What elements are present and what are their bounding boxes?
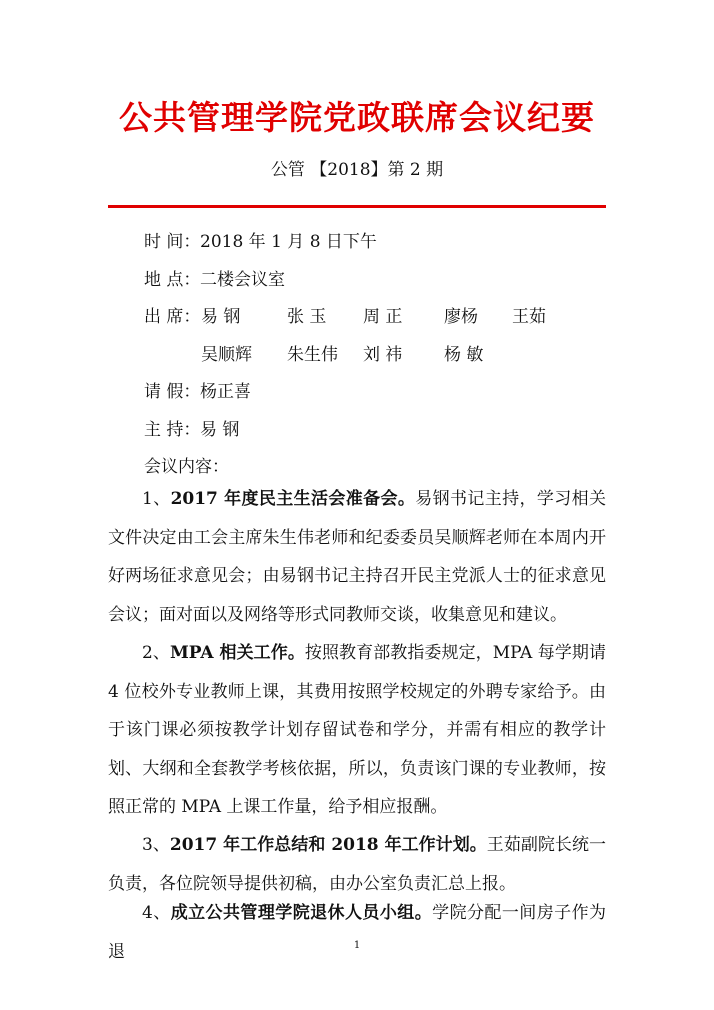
item-heading: 2017 年度民主生活会准备会。 xyxy=(170,489,416,509)
page-number: 1 xyxy=(353,940,361,951)
host-value: 易 钢 xyxy=(200,420,240,440)
document-title: 公共管理学院党政联席会议纪要 xyxy=(119,98,595,137)
agenda-item-4 xyxy=(108,894,606,971)
item-body: 王茹副院长统一负责，各位院领导提供初稿，由办公室负责汇总上报。 xyxy=(108,835,607,894)
attendees-line xyxy=(144,302,200,327)
item-heading: MPA 相关工作。 xyxy=(169,643,305,663)
agenda-item-2 xyxy=(108,634,606,827)
attendee: 朱生伟 xyxy=(287,345,338,365)
leave-value: 杨正喜 xyxy=(200,382,251,402)
time-value: 2018 年 1 月 8 日下午 xyxy=(200,232,377,252)
attendee: 杨 敏 xyxy=(444,345,484,365)
item-number: 2、 xyxy=(142,643,170,663)
item-body: 学院分配一间房子作为退 xyxy=(108,903,607,962)
attend-label: 出 席： xyxy=(144,307,201,327)
agenda-item-3 xyxy=(108,826,606,903)
leave-label: 请 假： xyxy=(144,382,201,402)
item-body: 按照教育部教指委规定，MPA 每学期请 4 位校外专业教师上课，其费用按照学校规定的外聘专家给予。由于该门课必须按教学计划存留试卷和学分，并需有相应的教学计划、大纲和全套教学考核依据，所以，负责该门课的专业教师，按照正常的 MPA 上课工作量，给予相应报酬。 xyxy=(108,643,606,817)
place-value: 二楼会议室 xyxy=(200,270,285,290)
item-heading: 2017 年工作总结和 2018 年工作计划。 xyxy=(169,835,487,855)
item-number: 3、 xyxy=(142,835,170,855)
attendee: 周 正 xyxy=(363,307,403,327)
host-label: 主 持： xyxy=(144,420,201,440)
attendee: 廖杨 xyxy=(444,307,478,327)
item-heading: 成立公共管理学院退休人员小组。 xyxy=(170,903,433,923)
meeting-time-line xyxy=(144,227,377,252)
content-heading: 会议内容： xyxy=(144,457,229,477)
meeting-place-line xyxy=(144,265,285,290)
host-line xyxy=(144,415,239,440)
attendee: 吴顺辉 xyxy=(201,345,252,365)
item-body: 易钢书记主持，学习相关文件决定由工会主席朱生伟老师和纪委委员吴顺辉老师在本周内开好两场征求意见会；由易钢书记主持召开民主党派人士的征求意见会议；面对面以及网络等形式同教师交谈，收集意见和建议。 xyxy=(108,489,606,625)
item-number: 1、 xyxy=(142,489,171,509)
attendee: 张 玉 xyxy=(287,307,327,327)
attendee: 易 钢 xyxy=(201,307,241,327)
attendee: 刘 祎 xyxy=(363,345,403,365)
item-number: 4、 xyxy=(142,903,171,923)
attendee: 王茹 xyxy=(512,307,546,327)
agenda-item-1 xyxy=(108,480,606,634)
leave-line xyxy=(144,377,251,402)
place-label: 地 点： xyxy=(144,270,201,290)
header-divider xyxy=(108,205,606,208)
time-label: 时 间： xyxy=(144,232,201,252)
document-number: 公管 【2018】第 2 期 xyxy=(270,160,444,180)
